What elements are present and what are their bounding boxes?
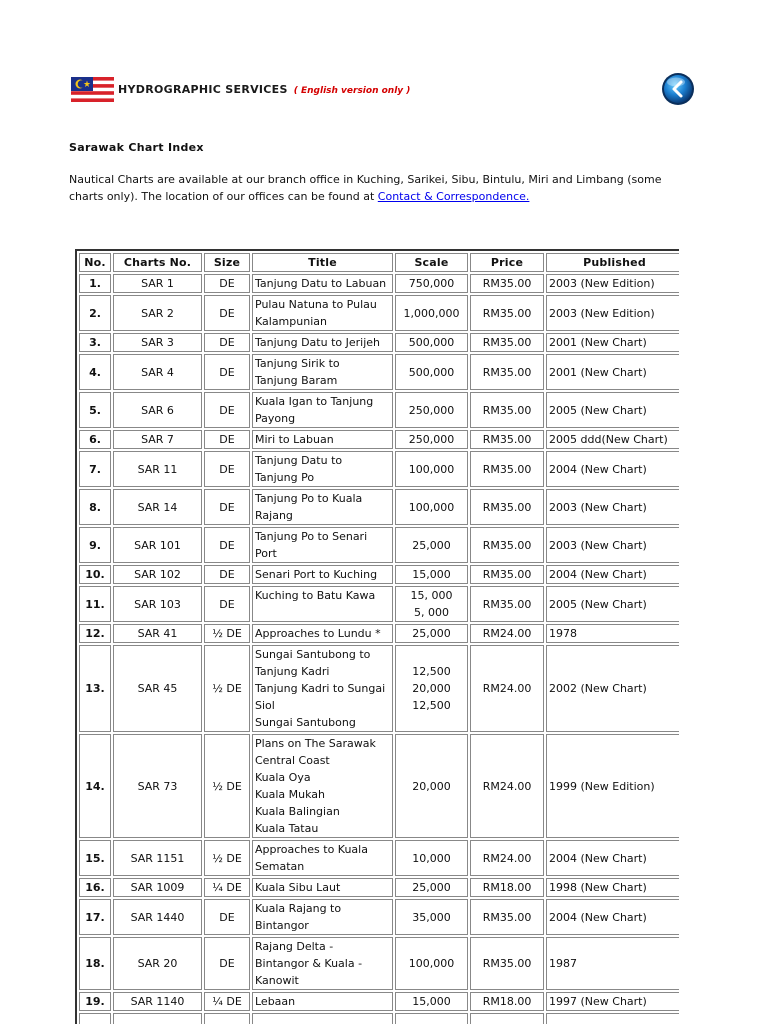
header-scale: Scale: [395, 253, 468, 272]
chart-title-line: Tanjung Sirik to: [255, 357, 340, 370]
chart-size: ¼ DE: [204, 878, 250, 897]
row-number: 4.: [79, 354, 111, 390]
chart-title: [252, 840, 393, 876]
table-row: [79, 734, 679, 838]
chart-scale-line: 750,000: [408, 277, 455, 290]
row-number: 11.: [79, 586, 111, 622]
table-row: [79, 878, 679, 897]
chart-scale-line: 12,500: [412, 665, 451, 678]
chart-scale: [395, 624, 468, 643]
row-number: 15.: [79, 840, 111, 876]
chart-number: SAR 3: [113, 333, 202, 352]
chart-scale-line: 25,000: [412, 627, 451, 640]
chart-size: ½ DE: [204, 734, 250, 838]
chart-size: DE: [204, 274, 250, 293]
chart-number: SAR 1009: [113, 878, 202, 897]
chart-title: [252, 274, 393, 293]
chart-size: ½ DE: [204, 840, 250, 876]
chart-published: 1978: [546, 624, 679, 643]
chart-title-line: Sematan: [255, 860, 305, 873]
row-number: 13.: [79, 645, 111, 732]
chart-published: 2003 (New Edition): [546, 295, 679, 331]
chart-price: RM18.00: [470, 992, 544, 1011]
chart-title: [252, 565, 393, 584]
chart-scale-line: 100,000: [408, 500, 455, 514]
chart-title-line: Senari Port to Kuching: [255, 568, 378, 581]
back-arrow-icon[interactable]: [661, 72, 695, 106]
chart-price: RM35.00: [470, 899, 544, 935]
header-size: Size: [204, 253, 250, 272]
chart-title-line: Payong: [255, 412, 296, 425]
chart-scale: [395, 899, 468, 935]
table-row: [79, 899, 679, 935]
chart-published: 2004 (New Chart): [546, 451, 679, 487]
chart-size: DE: [204, 489, 250, 525]
chart-title: [252, 992, 393, 1011]
chart-number: SAR 1151: [113, 840, 202, 876]
chart-scale: [395, 992, 468, 1011]
chart-title-line: Kuala Igan to Tanjung: [255, 395, 374, 408]
chart-scale-line: 1,000,000: [403, 306, 460, 320]
chart-number: SAR 101: [113, 527, 202, 563]
row-number: 3.: [79, 333, 111, 352]
chart-published: 2005 (New Chart): [546, 392, 679, 428]
chart-published: 2003 (New Chart): [546, 489, 679, 525]
table-row: [79, 840, 679, 876]
chart-title-line: Approaches to Lundu *: [255, 627, 381, 640]
chart-price: RM35.00: [470, 354, 544, 390]
row-number: 5.: [79, 392, 111, 428]
chart-scale-line: 100,000: [408, 462, 455, 476]
chart-scale: [395, 333, 468, 352]
chart-number: SAR 2: [113, 295, 202, 331]
chart-published: 2003 (New Edition): [546, 274, 679, 293]
chart-number: SAR 1440: [113, 899, 202, 935]
header-price: Price: [470, 253, 544, 272]
chart-scale: [395, 878, 468, 897]
chart-title-line: Plans on The Sarawak: [255, 737, 376, 750]
chart-title-line: Kanowit: [255, 974, 299, 987]
language-note: ( English version only ): [293, 86, 411, 96]
table-row: [79, 295, 679, 331]
chart-title-line: Tanjung Po: [255, 471, 315, 484]
chart-size: DE: [204, 451, 250, 487]
table-row: [79, 392, 679, 428]
chart-title: [252, 586, 393, 622]
chart-index-table: [75, 249, 679, 1024]
chart-scale: [395, 451, 468, 487]
table-row: [79, 624, 679, 643]
row-number: 16.: [79, 878, 111, 897]
chart-number: SAR 4: [113, 354, 202, 390]
chart-price: RM35.00: [470, 274, 544, 293]
intro-paragraph: Nautical Charts are available at our branch office in Kuching, Sarikei, Sibu, Bintulu, Miri and Limbang (some charts only). The location of our offices can be found at Contact & Correspondence.: [69, 173, 662, 203]
row-number: 9.: [79, 527, 111, 563]
chart-size: DE: [204, 354, 250, 390]
row-number: 17.: [79, 899, 111, 935]
chart-scale-line: 5, 000: [414, 606, 449, 619]
chart-scale: [395, 565, 468, 584]
chart-number: SAR 45: [113, 645, 202, 732]
chart-published: 2003 (New Chart): [546, 527, 679, 563]
chart-title: [252, 899, 393, 935]
chart-number: SAR 1: [113, 274, 202, 293]
chart-title-line: Kalampunian: [255, 315, 327, 328]
chart-price: RM35.00: [470, 295, 544, 331]
table-row: [79, 937, 679, 990]
chart-title: [252, 295, 393, 331]
chart-number: SAR 6: [113, 392, 202, 428]
chart-number: SAR 14: [113, 489, 202, 525]
chart-published: 2004 (New Chart): [546, 565, 679, 584]
chart-title-line: Tanjung Datu to: [255, 454, 343, 467]
chart-title-line: Rajang: [255, 509, 293, 522]
table-row: [79, 274, 679, 293]
chart-published: 2005 ddd(New Chart): [546, 430, 679, 449]
chart-title-line: Sungai Santubong: [255, 716, 356, 729]
chart-published: 2001 (New Chart): [546, 354, 679, 390]
chart-published: 2005 (New Chart): [546, 586, 679, 622]
page-header: [71, 75, 731, 105]
chart-size: DE: [204, 333, 250, 352]
chart-scale: [395, 430, 468, 449]
table-row: [79, 430, 679, 449]
table-row: [79, 645, 679, 732]
chart-size: DE: [204, 295, 250, 331]
chart-title-line: Bintangor: [255, 919, 309, 932]
chart-size: DE: [204, 937, 250, 990]
table-row: [79, 527, 679, 563]
chart-scale: [395, 734, 468, 838]
chart-size: DE: [204, 430, 250, 449]
chart-scale: [395, 489, 468, 525]
chart-price: RM35.00: [470, 586, 544, 622]
chart-title: [252, 734, 393, 838]
chart-scale: [395, 937, 468, 990]
chart-title: [252, 624, 393, 643]
chart-size: DE: [204, 586, 250, 622]
malaysia-flag-icon: [71, 77, 114, 102]
chart-scale-line: 10,000: [412, 851, 451, 865]
chart-scale-line: 15,000: [412, 568, 451, 581]
chart-title-line: Tanjung Po to Kuala: [255, 492, 363, 505]
chart-size: ½ DE: [204, 624, 250, 643]
chart-price: RM35.00: [470, 333, 544, 352]
chart-scale: [395, 527, 468, 563]
chart-title-line: Tanjung Kadri: [255, 665, 330, 678]
chart-title-line: Kuala Oya: [255, 771, 311, 784]
chart-published: 1987: [546, 937, 679, 990]
table-row: [79, 565, 679, 584]
chart-published: 1997 (New Chart): [546, 992, 679, 1011]
chart-scale: [395, 840, 468, 876]
header-published: Published: [546, 253, 679, 272]
row-number: 1.: [79, 274, 111, 293]
chart-scale-line: 500,000: [408, 365, 455, 379]
chart-scale-line: 12,500: [412, 699, 451, 712]
row-number: 18.: [79, 937, 111, 990]
chart-scale-line: 500,000: [408, 336, 455, 349]
chart-title-line: Port: [255, 547, 277, 560]
chart-price: RM24.00: [470, 624, 544, 643]
chart-title-line: Miri to Labuan: [255, 433, 334, 446]
header-chart-no: Charts No.: [113, 253, 202, 272]
chart-title-line: Kuala Mukah: [255, 788, 326, 801]
row-number: 6.: [79, 430, 111, 449]
table-row: [79, 586, 679, 622]
chart-scale-line: 35,000: [412, 910, 451, 924]
chart-number: SAR 41: [113, 624, 202, 643]
chart-title: [252, 937, 393, 990]
table-row: [79, 1013, 679, 1024]
chart-price: RM18.00: [470, 878, 544, 897]
chart-published: 1998 (New Chart): [546, 878, 679, 897]
contact-link[interactable]: Contact & Correspondence.: [377, 190, 530, 203]
chart-scale: [395, 586, 468, 622]
table-row: [79, 333, 679, 352]
chart-price: RM24.00: [470, 840, 544, 876]
chart-size: DE: [204, 899, 250, 935]
chart-number: SAR 102: [113, 565, 202, 584]
chart-title-line: Kuala Balingian: [255, 805, 340, 818]
chart-title-line: Approaches to Kuala: [255, 843, 368, 856]
chart-title: [252, 392, 393, 428]
chart-scale: [395, 295, 468, 331]
row-number: 8.: [79, 489, 111, 525]
chart-price: RM35.00: [470, 489, 544, 525]
chart-scale: [395, 392, 468, 428]
chart-scale: [395, 645, 468, 732]
chart-title-line: Tanjung Kadri to Sungai: [255, 682, 386, 695]
chart-number: SAR 20: [113, 937, 202, 990]
chart-scale-line: 25,000: [412, 538, 451, 552]
chart-title-line: Central Coast: [255, 754, 330, 767]
page-title: Sarawak Chart Index: [69, 141, 204, 154]
row-number: 7.: [79, 451, 111, 487]
chart-title-line: Lebaan: [255, 995, 296, 1008]
chart-title: [252, 878, 393, 897]
chart-published: 2001 (New Chart): [546, 333, 679, 352]
chart-published: 2002 (New Chart): [546, 645, 679, 732]
chart-title-line: Kuala Sibu Laut: [255, 881, 341, 894]
table-header-row: [79, 253, 679, 272]
chart-scale-line: 100,000: [408, 957, 455, 970]
chart-scale-line: 15, 000: [410, 589, 453, 602]
chart-title-line: Kuala Rajang to: [255, 902, 342, 915]
chart-title-line: Tanjung Po to Senari: [255, 530, 368, 543]
table-row: [79, 992, 679, 1011]
chart-scale-line: 15,000: [412, 995, 451, 1008]
row-number: 10.: [79, 565, 111, 584]
table-row: [79, 354, 679, 390]
chart-scale-line: 250,000: [408, 433, 455, 446]
chart-title-line: Kuala Tatau: [255, 822, 319, 835]
chart-size: DE: [204, 527, 250, 563]
chart-published: 2004 (New Chart): [546, 840, 679, 876]
chart-size: DE: [204, 565, 250, 584]
chart-price: RM35.00: [470, 430, 544, 449]
chart-number: SAR 103: [113, 586, 202, 622]
chart-title-line: Bintangor & Kuala -: [255, 957, 363, 970]
row-number: 14.: [79, 734, 111, 838]
chart-scale-line: 250,000: [408, 403, 455, 417]
row-number: 12.: [79, 624, 111, 643]
chart-published: 1999 (New Edition): [546, 734, 679, 838]
chart-title-line: Pulau Natuna to Pulau: [255, 298, 377, 311]
chart-price: RM35.00: [470, 527, 544, 563]
chart-title: [252, 333, 393, 352]
row-number: 19.: [79, 992, 111, 1011]
chart-scale-line: 20,000: [412, 779, 451, 793]
chart-title: [252, 451, 393, 487]
header-no: No.: [79, 253, 111, 272]
chart-price: RM35.00: [470, 937, 544, 990]
chart-number: SAR 1140: [113, 992, 202, 1011]
chart-published: 2004 (New Chart): [546, 899, 679, 935]
table-row: [79, 451, 679, 487]
chart-price: RM24.00: [470, 645, 544, 732]
chart-title: [252, 489, 393, 525]
chart-size: DE: [204, 392, 250, 428]
chart-price: RM35.00: [470, 451, 544, 487]
chart-title-line: Rajang Delta -: [255, 940, 334, 953]
chart-size: ¼ DE: [204, 992, 250, 1011]
chart-title-line: Kuching to Batu Kawa: [255, 589, 376, 602]
chart-index-table-wrap: [75, 249, 679, 1024]
chart-scale-line: 20,000: [412, 682, 451, 695]
chart-title-line: Tanjung Baram: [255, 374, 338, 387]
chart-title-line: Siol: [255, 699, 275, 712]
row-number: 2.: [79, 295, 111, 331]
chart-number: SAR 11: [113, 451, 202, 487]
header-title: Title: [252, 253, 393, 272]
chart-title-line: Sungai Santubong to: [255, 648, 371, 661]
chart-title: [252, 354, 393, 390]
chart-title: [252, 527, 393, 563]
site-title: HYDROGRAPHIC SERVICES ( English version only ): [118, 83, 411, 96]
chart-scale: [395, 274, 468, 293]
chart-size: ½ DE: [204, 645, 250, 732]
chart-scale: [395, 354, 468, 390]
chart-price: RM35.00: [470, 565, 544, 584]
chart-number: SAR 73: [113, 734, 202, 838]
chart-number: SAR 7: [113, 430, 202, 449]
chart-title-line: Tanjung Datu to Jerijeh: [255, 336, 381, 349]
chart-scale-line: 25,000: [412, 881, 451, 894]
chart-title-line: Tanjung Datu to Labuan: [255, 277, 387, 290]
chart-title: [252, 430, 393, 449]
chart-title: [252, 645, 393, 732]
chart-price: RM35.00: [470, 392, 544, 428]
table-row: [79, 489, 679, 525]
chart-price: RM24.00: [470, 734, 544, 838]
